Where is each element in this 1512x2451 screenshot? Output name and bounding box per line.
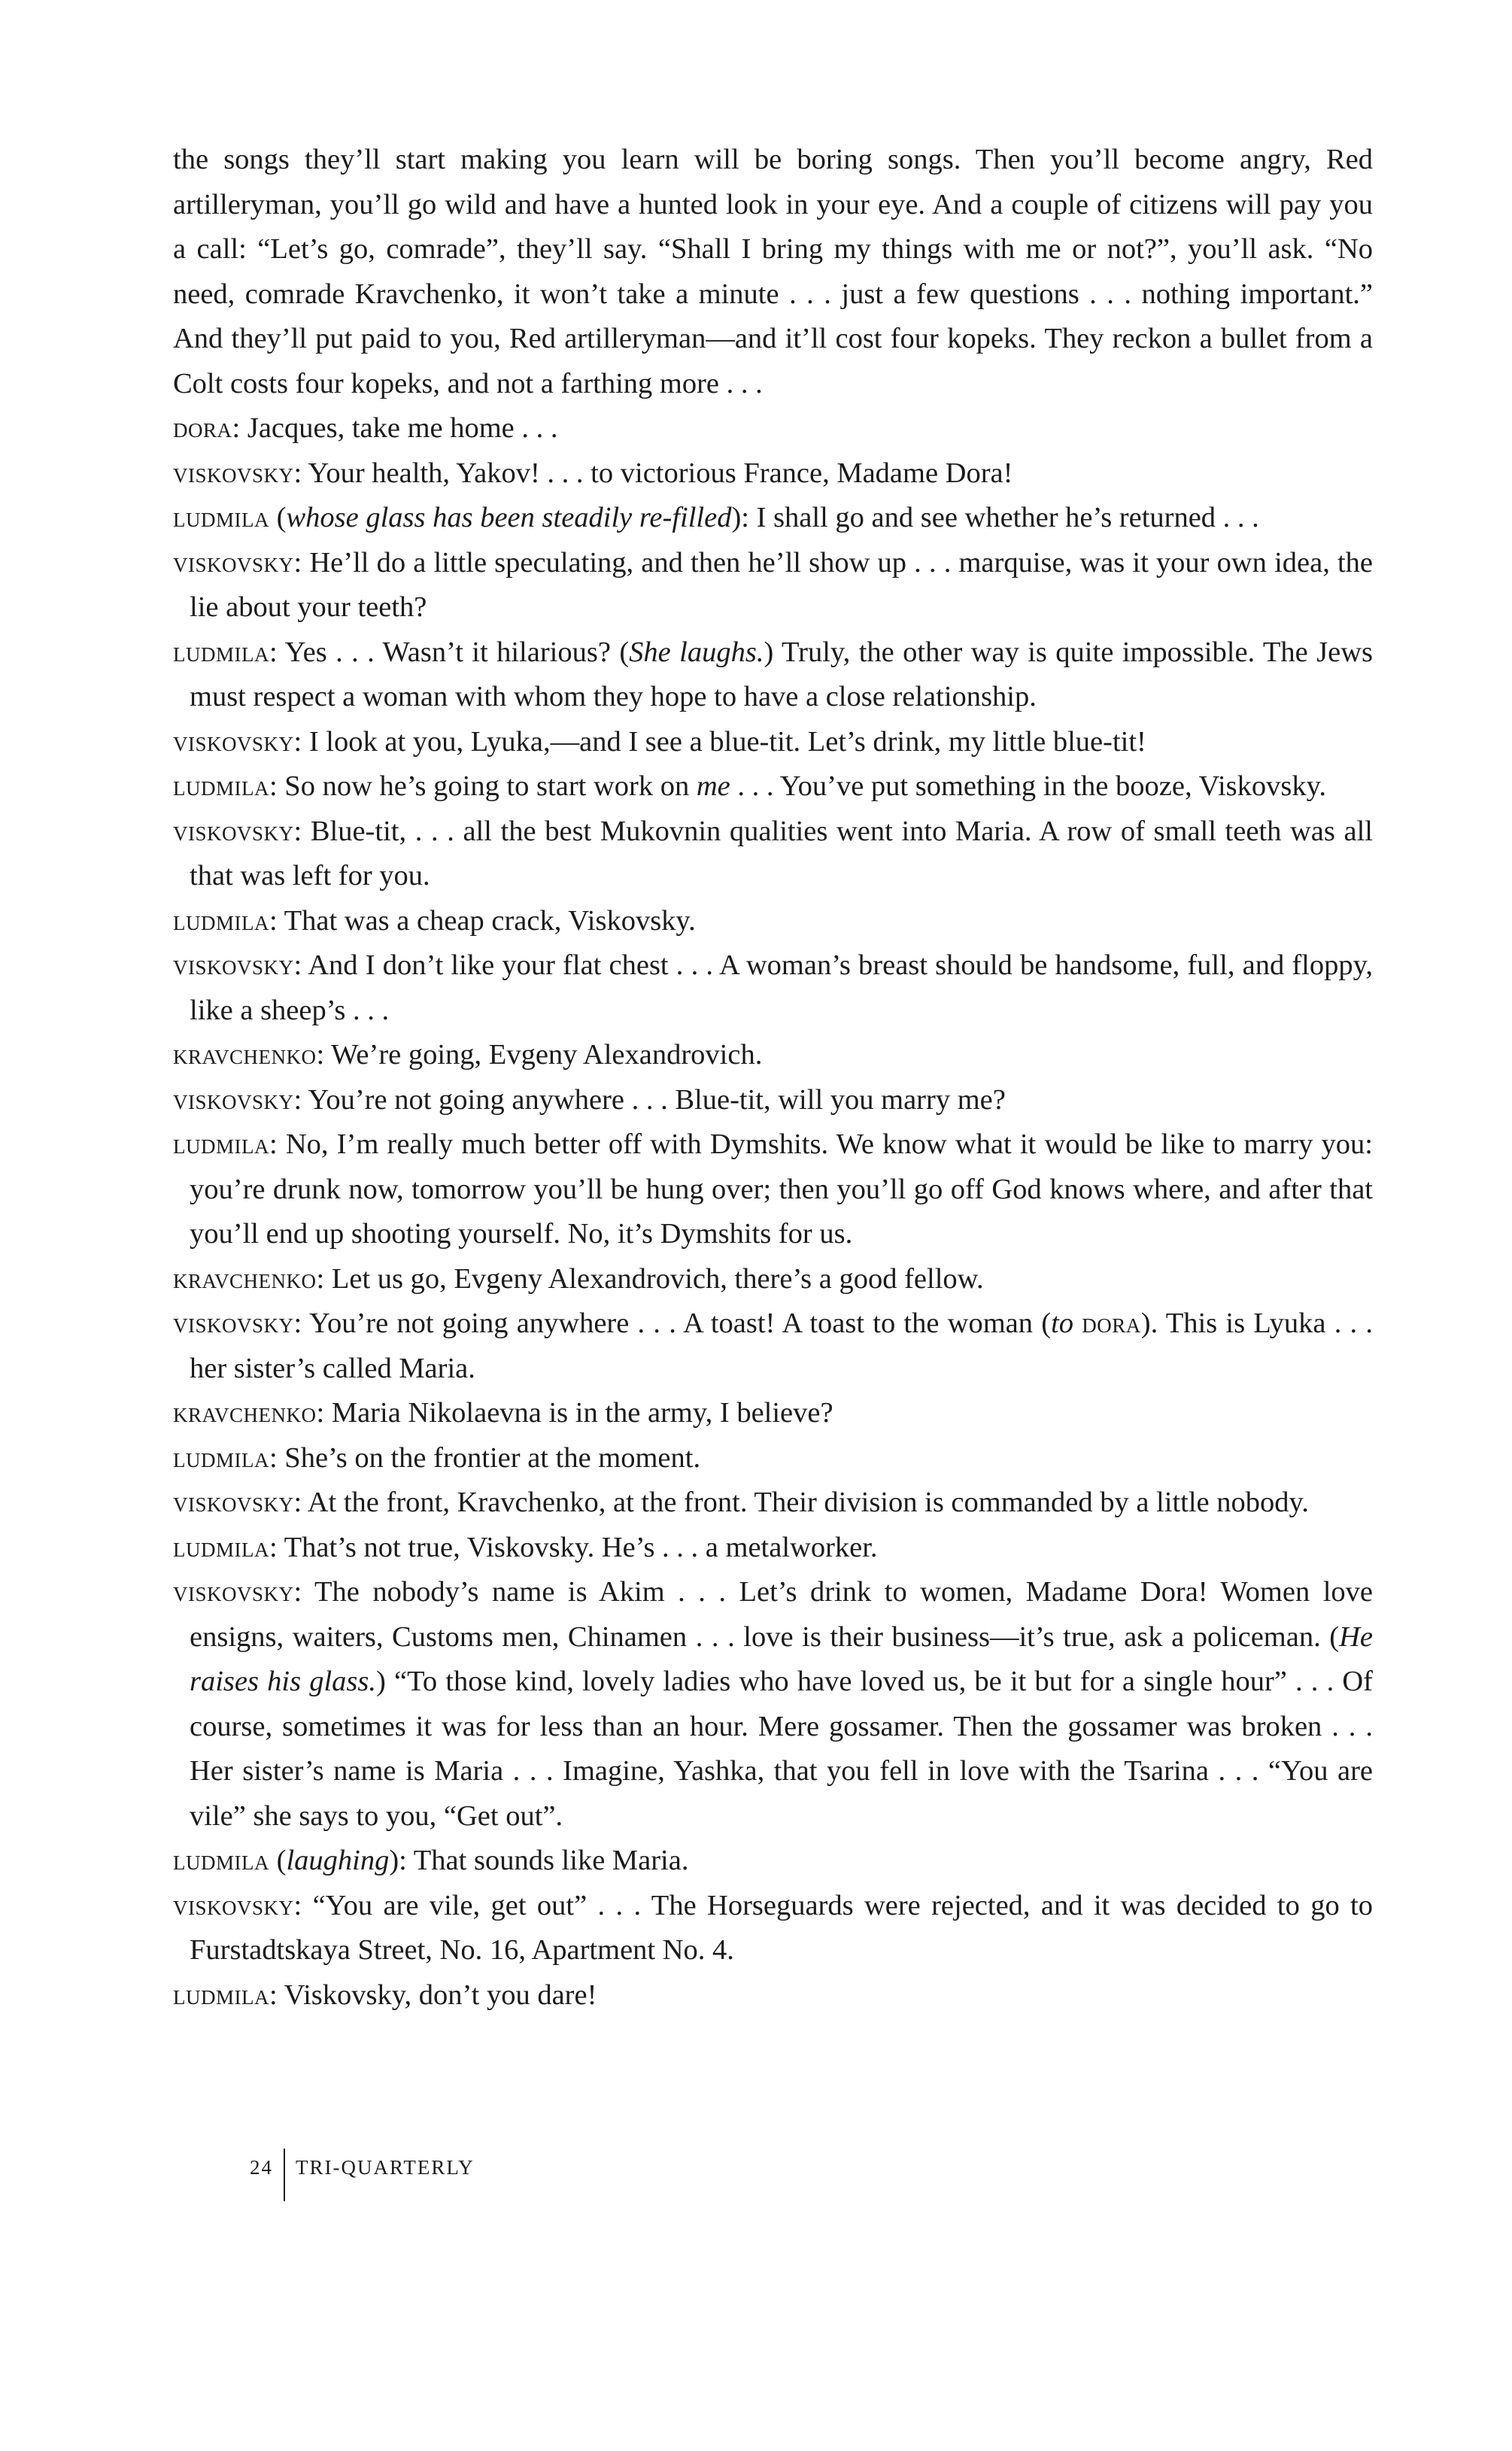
speaker-name: viskovsky [173,1889,294,1921]
line-text: : That’s not true, Viskovsky. He’s . . . a metalworker. [269,1531,878,1563]
dialogue-line [173,1122,1373,1257]
line-text: : The nobody’s name is Akim . . . Let’s drink to women, Madame Dora! Women love ensigns, waiters, Customs men, Chinamen . . . love is their business—it’s true, ask a policeman. ( [190,1576,1373,1653]
speaker-name: ludmila [173,1845,269,1876]
line-text: ) Truly, the other way is quite impossible. The Jews must respect a woman with whom they hope to have a close relationship. [190,636,1373,712]
dialogue-line [173,1391,1373,1436]
line-text: : That was a cheap crack, Viskovsky. [269,904,696,937]
line-text: ): I shall go and see whether he’s returned . . . [731,502,1259,533]
dialogue-line [173,1884,1373,1973]
line-text: : I look at you, Lyuka,—and I see a blue-tit. Let’s drink, my little blue-tit! [293,725,1146,758]
speech-continuation [173,138,1373,406]
dialogue-line [173,1973,1373,2018]
dialogue-line [173,764,1373,809]
dialogue-line [173,809,1373,899]
stage-direction: to [1051,1308,1074,1339]
dialogue-line [173,1839,1373,1884]
speaker-name: dora [173,412,232,444]
line-text: ): That sounds like Maria. [389,1845,689,1876]
speaker-name: viskovsky [173,815,294,847]
dialogue-line [173,899,1373,944]
speaker-name: ludmila [173,1979,269,2011]
line-text: : You’re not going anywhere . . . Blue-tit, will you marry me? [293,1083,1006,1116]
speaker-name: dora [1082,1308,1141,1339]
speaker-name: viskovsky [173,1576,294,1608]
dialogue-line [173,406,1373,451]
line-text: : Maria Nikolaevna is in the army, I believe? [316,1397,833,1429]
line-text: : Viskovsky, don’t you dare! [269,1979,597,2011]
dialogue-line [173,1301,1373,1391]
line-text: ). This is Lyuka . . . her sister’s called Maria. [190,1308,1374,1384]
page-number: 24 [250,2156,273,2179]
speaker-name: viskovsky [173,1487,294,1518]
line-text: ( [269,1845,287,1876]
speaker-name: ludmila [173,1128,269,1160]
speaker-name: ludmila [173,636,269,668]
dialogue-line [173,1481,1373,1526]
speaker-name: ludmila [173,1441,269,1474]
speaker-name: kravchenko [173,1262,317,1295]
speaker-name: viskovsky [173,457,294,489]
dialogue-line [173,1570,1373,1839]
dialogue-line [173,541,1373,630]
line-text: the songs they’ll start making you learn will be boring songs. Then you’ll become angry, Red artilleryman, you’ll go wild and have a hunted look in your eye. And a couple of citizens will pay you a call: “Let’s go, comrade”, they’ll say. “Shall I bring my things with me or not?”, you’ll ask. “No need, comrade Kravchenko, it won’t take a minute . . . just a few questions . . . nothing important.” And they’ll put paid to you, Red artilleryman—and it’ll cost four kopeks. They reckon a bullet from a Colt costs four kopeks, and not a farthing more . . . [173,144,1373,399]
speaker-name: ludmila [173,502,269,533]
dialogue-line [173,1033,1373,1078]
line-text: . . . You’ve put something in the booze, Viskovsky. [730,770,1327,802]
line-text: : He’ll do a little speculating, and then he’ll show up . . . marquise, was it your own idea, the lie about your teeth? [190,546,1373,623]
speaker-name: viskovsky [173,1083,294,1116]
line-text: : She’s on the frontier at the moment. [269,1441,701,1474]
journal-title: TRI-QUARTERLY [296,2156,475,2179]
dialogue-line [173,943,1373,1033]
line-text: : So now he’s going to start work on [269,770,697,802]
dialogue-line [173,496,1373,541]
dialogue-line [173,1436,1373,1481]
stage-direction: whose glass has been steadily re-filled [286,502,732,533]
dialogue-line [173,451,1373,497]
line-text: : Jacques, take me home . . . [232,412,558,444]
speaker-name: ludmila [173,904,269,937]
line-text: : Yes . . . Wasn’t it hilarious? ( [269,636,630,668]
speaker-name: viskovsky [173,546,294,579]
line-text: : We’re going, Evgeny Alexandrovich. [316,1039,763,1071]
line-text: : At the front, Kravchenko, at the front. Their division is commanded by a little nobody. [293,1487,1309,1518]
line-text: : “You are vile, get out” . . . The Horseguards were rejected, and it was decided to go to Furstadtskaya Street, No. 16, Apartment No. 4. [190,1889,1373,1966]
page-footer [250,2149,475,2201]
line-text: : Your health, Yakov! . . . to victorious France, Madame Dora! [293,457,1013,489]
play-text [173,138,1373,2018]
dialogue-line [173,1078,1373,1123]
speaker-name: viskovsky [173,1308,294,1339]
line-text: : No, I’m really much better off with Dymshits. We know what it would be like to marry you: you’re drunk now, tomorrow you’ll be hung over; then you’ll go off God knows where, and after that you’ll end up shooting yourself. No, it’s Dymshits for us. [190,1128,1373,1250]
stage-direction: me [696,770,730,802]
speaker-name: viskovsky [173,725,294,758]
line-text: : Blue-tit, . . . all the best Mukovnin qualities went into Maria. A row of small teeth was all that was left for you. [190,815,1373,891]
dialogue-line [173,720,1373,765]
line-text [1073,1308,1082,1339]
stage-direction: laughing [286,1845,390,1876]
speaker-name: ludmila [173,1531,269,1563]
line-text: ( [269,502,287,533]
dialogue-line [173,630,1373,720]
stage-direction: She laughs. [629,636,764,668]
line-text: ) “To those kind, lovely ladies who have loved us, be it but for a single hour” . . . Of course, sometimes it was for less than an hour. Mere gossamer. Then the gossamer was broken . . . Her sister’s name is Maria . . . Imagine, Yashka, that you fell in love with the Tsarina . . . “You are vile” she says to you, “Get out”. [190,1666,1374,1832]
dialogue-line [173,1526,1373,1571]
dialogue-line [173,1257,1373,1302]
stage-direction: He raises his glass. [190,1620,1373,1697]
line-text: : Let us go, Evgeny Alexandrovich, there’s a good fellow. [316,1262,984,1295]
speaker-name: viskovsky [173,949,294,981]
line-text: : And I don’t like your flat chest . . . A woman’s breast should be handsome, full, and floppy, like a sheep’s . . . [190,949,1373,1026]
line-text: : You’re not going anywhere . . . A toast! A toast to the woman ( [293,1308,1052,1339]
speaker-name: kravchenko [173,1039,317,1071]
speaker-name: ludmila [173,770,269,802]
speaker-name: kravchenko [173,1397,317,1429]
